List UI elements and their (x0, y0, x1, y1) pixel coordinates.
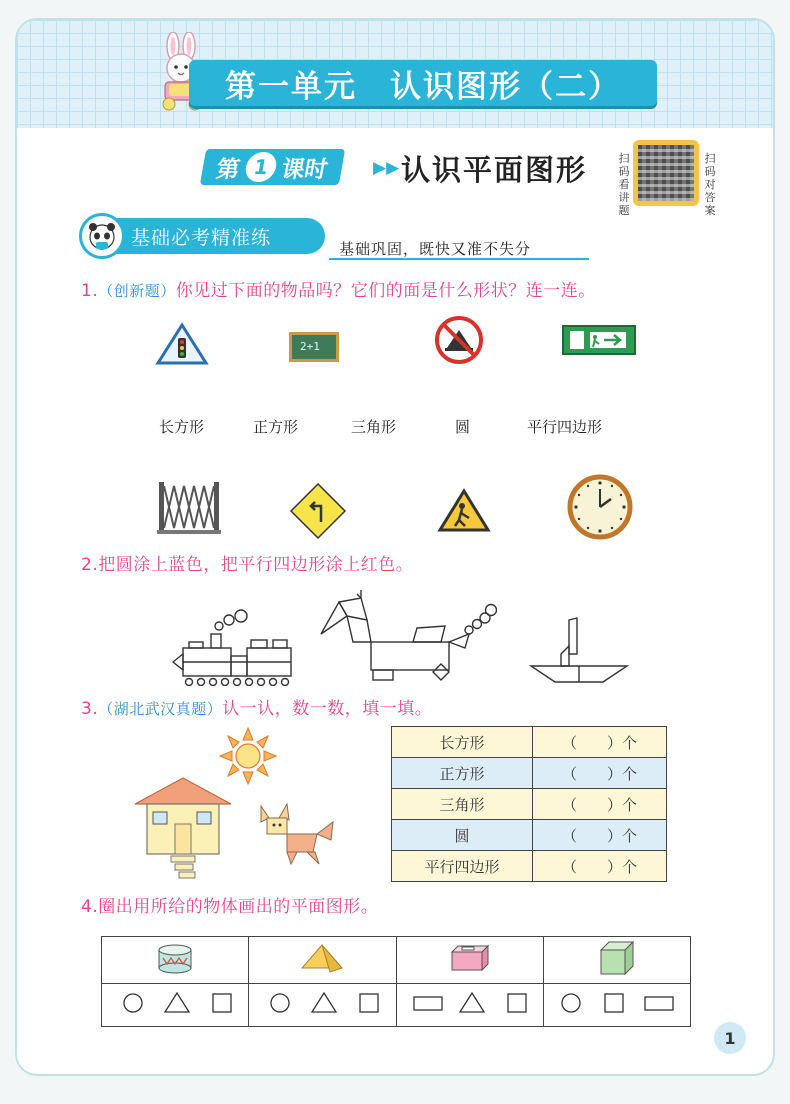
unit-title: 第一单元 认识图形（二） (189, 60, 657, 106)
blackboard-text: 2+1 (300, 340, 320, 353)
object-cell (396, 937, 543, 984)
shape-options (547, 988, 687, 1018)
traffic-light-sign-icon (155, 322, 209, 366)
option-square-icon[interactable] (360, 994, 378, 1012)
question-1 (81, 276, 596, 301)
lesson-suffix: 课时 (279, 156, 330, 183)
turn-left-road-sign-icon (289, 482, 347, 540)
pyramid-icon (298, 942, 346, 974)
question-1-text: 你见过下面的物品吗？它们的面是什么形状？连一连。 (175, 281, 596, 301)
question-4-text: 圈出用所给的物体画出的平面图形。 (98, 897, 379, 917)
object-cell (249, 937, 396, 984)
question-2-text: 把圆涂上蓝色，把平行四边形涂上红色。 (98, 555, 414, 575)
object-shape-table (101, 936, 691, 1027)
table-blank-cell[interactable]: （ ）个 (533, 820, 667, 851)
table-shape-cell: 正方形 (392, 758, 533, 789)
question-4-number: 4. (81, 897, 99, 917)
option-circle-icon[interactable] (271, 994, 289, 1012)
options-cell (543, 984, 690, 1027)
shape-word-parallelogram: 平行四边形 (527, 418, 603, 436)
shape-word-triangle: 三角形 (351, 418, 397, 436)
options-cell (396, 984, 543, 1027)
qr-code-pattern (638, 145, 694, 201)
object-cell (543, 937, 690, 984)
section-note: 基础巩固，既快又准不失分 (339, 240, 532, 258)
lesson-title: 认识平面图形 (401, 153, 588, 187)
double-chevron-right-icon: ▶▶ (373, 158, 400, 178)
option-square-icon[interactable] (213, 994, 231, 1012)
option-triangle-icon[interactable] (165, 993, 189, 1012)
table-shape-cell: 圆 (392, 820, 533, 851)
section-label: 基础必考精准练 (131, 226, 272, 249)
tissue-box-icon (448, 942, 492, 974)
cylinder-drum-icon (155, 942, 195, 974)
question-3-number: 3. (81, 699, 99, 719)
table-blank-cell[interactable]: （ ）个 (533, 758, 667, 789)
folding-gate-icon (157, 478, 221, 536)
section-bar (85, 218, 325, 254)
question-3-text: 认一认，数一数，填一填。 (222, 699, 433, 719)
option-triangle-icon[interactable] (312, 993, 336, 1012)
options-cell (249, 984, 396, 1027)
shape-word-square: 正方形 (253, 418, 299, 436)
worksheet-page (15, 18, 775, 1076)
table-row (392, 851, 667, 882)
table-blank-cell[interactable]: （ ）个 (533, 727, 667, 758)
table-shape-cell: 长方形 (392, 727, 533, 758)
shape-count-table (391, 726, 667, 882)
shape-train-picture (167, 596, 293, 686)
table-shape-cell: 平行四边形 (392, 851, 533, 882)
exit-sign-icon (562, 325, 636, 355)
table-blank-cell[interactable]: （ ）个 (533, 851, 667, 882)
shape-options (105, 988, 245, 1018)
qr-right-caption: 扫码对答案 (704, 152, 716, 217)
qr-code[interactable] (633, 140, 699, 206)
question-3 (81, 694, 432, 719)
option-triangle-icon[interactable] (460, 993, 484, 1012)
lesson-prefix: 第 (214, 156, 242, 183)
shape-boat-picture (527, 614, 631, 686)
qr-left-caption: 扫码看讲题 (618, 152, 630, 217)
no-camping-sign-icon (433, 314, 485, 366)
page-number: 1 (714, 1022, 746, 1054)
wall-clock-icon (567, 474, 633, 540)
object-cell (102, 937, 249, 984)
options-cell (102, 984, 249, 1027)
panda-mascot-icon (79, 213, 125, 259)
option-rectangle-icon[interactable] (645, 997, 673, 1010)
blackboard-icon (289, 332, 339, 362)
question-2 (81, 550, 413, 575)
shape-house-picture (131, 776, 235, 882)
option-square-icon[interactable] (508, 994, 526, 1012)
question-2-number: 2. (81, 555, 99, 575)
table-blank-cell[interactable]: （ ）个 (533, 789, 667, 820)
table-shape-cell: 三角形 (392, 789, 533, 820)
road-work-sign-icon (437, 488, 491, 534)
shape-options (252, 988, 392, 1018)
shape-dog-picture (257, 800, 343, 868)
lesson-badge (200, 149, 345, 185)
table-row (102, 984, 691, 1027)
question-1-tag: （创新题） (98, 282, 176, 300)
lesson-number: 1 (243, 152, 278, 182)
question-3-tag: （湖北武汉真题） (98, 700, 223, 718)
table-row (392, 820, 667, 851)
shape-options (400, 988, 540, 1018)
cube-icon (595, 938, 639, 978)
option-circle-icon[interactable] (124, 994, 142, 1012)
section-note-underline (329, 258, 589, 260)
question-4 (81, 892, 378, 917)
table-row (392, 727, 667, 758)
shape-horse-picture (317, 586, 497, 682)
question-1-number: 1. (81, 281, 99, 301)
option-square-icon[interactable] (605, 994, 623, 1012)
shape-word-rectangle: 长方形 (159, 418, 205, 436)
option-rectangle-icon[interactable] (414, 997, 442, 1010)
table-row (102, 937, 691, 984)
table-row (392, 789, 667, 820)
table-row (392, 758, 667, 789)
option-circle-icon[interactable] (562, 994, 580, 1012)
shape-word-circle: 圆 (455, 418, 471, 436)
lesson-tag (203, 148, 391, 186)
